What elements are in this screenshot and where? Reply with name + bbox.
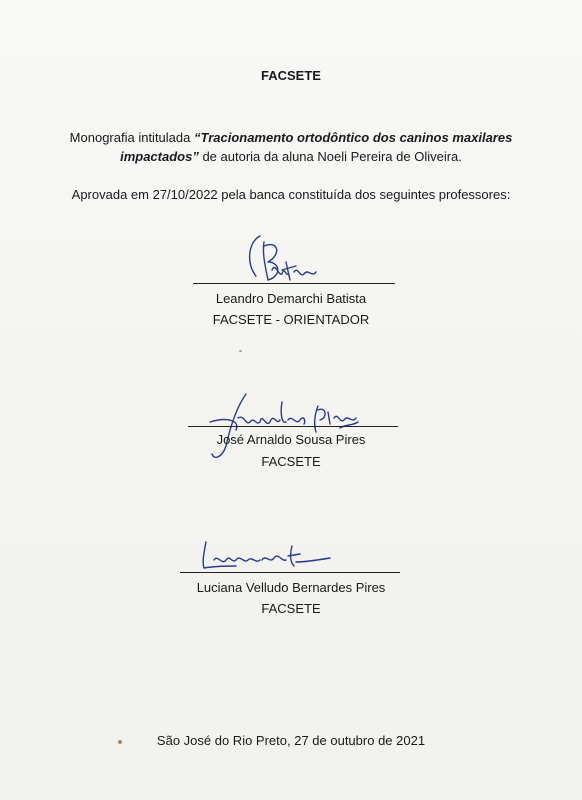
monograph-suffix: de autoria da aluna Noeli Pereira de Oliveira. [198,149,462,164]
monograph-line-2 [0,148,582,165]
signature-batista [238,232,328,287]
signatory-role-1: FACSETE - ORIENTADOR [212,312,370,327]
approval-statement: Aprovada em 27/10/2022 pela banca constituída dos seguintes professores: [71,187,511,202]
signature-line-3 [180,572,400,573]
signatory-name-2: José Arnaldo Sousa Pires [216,432,366,447]
document-title: FACSETE [261,68,321,83]
signatory-name-1: Leandro Demarchi Batista [215,291,367,306]
signatory-role-3: FACSETE [261,601,321,616]
signature-line-2 [188,426,398,427]
signatory-name-3: Luciana Velludo Bernardes Pires [196,580,386,595]
signatory-role-2: FACSETE [261,454,321,469]
monograph-prefix: Monografia intitulada [69,130,194,145]
paper-speck [118,740,122,744]
place-and-date: São José do Rio Preto, 27 de outubro de 2021 [156,733,426,748]
paper-speck [239,350,242,352]
monograph-line-1 [0,129,582,146]
signature-pires-luciana [196,536,336,576]
monograph-title-part-1: “Tracionamento ortodôntico dos caninos maxilares [193,130,513,145]
monograph-title-part-2: impactados” [120,149,199,164]
signature-line-1 [193,283,395,284]
